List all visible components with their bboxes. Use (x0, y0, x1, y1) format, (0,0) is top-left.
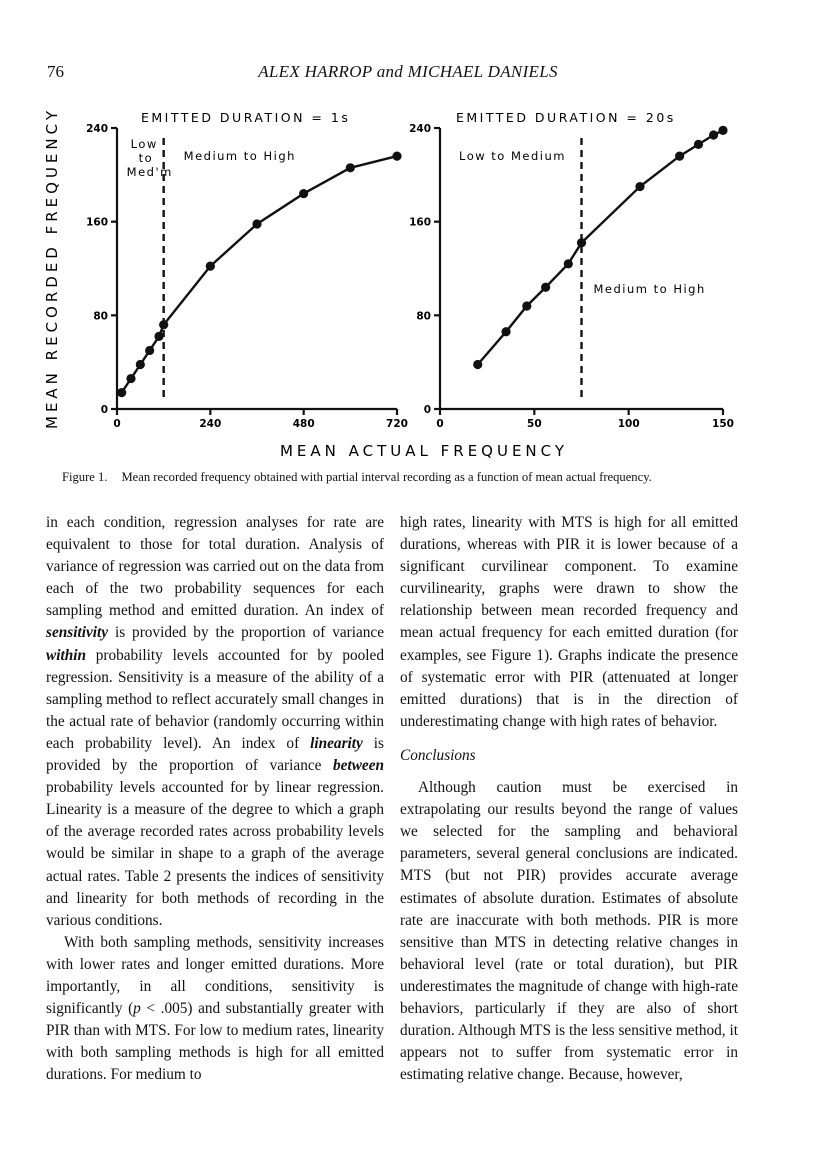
data-point (635, 182, 644, 191)
data-point (473, 360, 482, 369)
text-run: is provided by the proportion of variance (46, 734, 385, 775)
x-tick-label: 150 (712, 418, 734, 430)
italic-p: p (133, 1000, 141, 1018)
body-column-right (400, 512, 738, 1086)
term-sensitivity: sensitivity (46, 624, 109, 642)
paragraph (46, 932, 384, 1087)
region-label-low: to (138, 151, 154, 165)
data-point (136, 360, 145, 369)
data-point (501, 327, 510, 336)
data-point (117, 388, 126, 397)
region-label-low: Low to Medium (459, 149, 566, 163)
y-tick-label: 160 (409, 216, 431, 229)
figure-caption-text: Mean recorded frequency obtained with partial interval recording as a function of mean actual frequency. (121, 470, 652, 484)
body-column-left (46, 512, 384, 1086)
data-point (694, 140, 703, 149)
panel-left (86, 110, 408, 430)
x-tick-label: 240 (199, 418, 222, 430)
text-run: With both sampling methods, sensitivity increases with lower rates and longer emitted durations. More importantly, in all conditions, sensitivity is significantly ( (46, 933, 384, 1018)
y-tick-label: 0 (100, 404, 108, 416)
section-heading-conclusions: Conclusions (400, 746, 476, 764)
panel-right (409, 110, 734, 430)
y-tick-label: 80 (416, 310, 431, 323)
data-point (675, 152, 684, 161)
region-label-high: Medium to High (593, 282, 706, 296)
data-point (154, 332, 163, 341)
data-point (126, 374, 135, 383)
text-run: in each condition, regression analyses for rate are equivalent to those for total duration. Analysis of variance of regression was carried out on the data from each of the two probability sequences for each sampling method and emitted duration. An index of (46, 514, 384, 620)
y-tick-label: 160 (86, 216, 108, 229)
x-axis-label: MEAN ACTUAL FREQUENCY (279, 442, 569, 460)
region-label-low: Low (130, 137, 158, 151)
data-point (522, 301, 531, 310)
term-between: between (333, 757, 384, 775)
y-tick-label: 0 (423, 404, 431, 416)
figure-caption (62, 470, 762, 485)
x-tick-label: 0 (436, 418, 444, 430)
text-run: probability levels accounted for by linear regression. Linearity is a measure of the degree to which a graph of the average recorded rates across probability levels would be similar in shape to a graph of the average actual rates. Table 2 presents the indices of sensitivity and linearity for both methods of recording in the various conditions. (46, 779, 384, 929)
region-label-high: Medium to High (183, 149, 296, 163)
figure-1 (40, 100, 780, 465)
y-tick-label: 240 (409, 123, 431, 135)
data-point (299, 189, 308, 198)
data-point (718, 126, 727, 135)
data-point (709, 130, 718, 139)
data-point (564, 259, 573, 268)
data-point (392, 152, 401, 161)
y-axis-label: MEAN RECORDED FREQUENCY (43, 106, 61, 430)
x-tick-label: 50 (527, 418, 542, 430)
page-header (0, 62, 816, 88)
data-point (577, 238, 586, 247)
data-point (346, 163, 355, 172)
figure-1-chart (40, 100, 780, 465)
term-within: within (46, 646, 86, 664)
paragraph (46, 512, 384, 932)
chart-title: EMITTED DURATION = 1s (141, 110, 351, 125)
text-run: probability levels accounted for by pooled regression. Sensitivity is a measure of the ability of a sampling method to reflect accurately small changes in the actual rate of behavior (randomly occurring within each probability level). An index of (46, 646, 384, 752)
data-point (206, 262, 215, 271)
text-run: < .005) and substantially greater with PIR than with MTS. For low to medium rates, linearity with both sampling methods is high for all emitted durations. For medium to (46, 1000, 384, 1084)
page-number: 76 (47, 62, 64, 81)
paragraph: Although caution must be exercised in extrapolating our results beyond the range of values we selected for the sampling and behavioral parameters, several general conclusions are indicated. MTS (but not PIR) provides accurate average estimates of absolute duration. Estimates of absolute rate are inaccurate with both methods. PIR is more sensitive than MTS in detecting relative changes in behavioral level (rate or total duration), but PIR underestimates the magnitude of change with high-rate behaviors, particularly if they are also of short duration. Although MTS is the less sensitive method, it appears not to suffer from systematic error in estimating relative change. Because, however, (400, 779, 738, 1084)
y-tick-label: 80 (93, 310, 108, 323)
term-linearity: linearity (310, 734, 363, 752)
x-tick-label: 0 (113, 418, 121, 430)
chart-title: EMITTED DURATION = 20s (456, 110, 676, 125)
data-point (145, 346, 154, 355)
text-run: is provided by the proportion of variance (108, 624, 384, 642)
figure-caption-label: Figure 1. (62, 470, 108, 484)
x-tick-label: 720 (386, 418, 408, 430)
paragraph: high rates, linearity with MTS is high for all emitted durations, whereas with PIR it is lower because of a significant curvilinear component. To examine curvilinearity, graphs were drawn to show the relationship between mean recorded frequency and mean actual frequency for each emitted duration (for examples, see Figure 1). Graphs indicate the presence of systematic error with PIR (attenuated at longer emitted durations) that is in the direction of underestimating change with high rates of behavior. (400, 514, 738, 730)
data-point (252, 219, 261, 228)
series-line (478, 130, 723, 364)
region-label-low: Med'm (126, 165, 173, 179)
y-tick-label: 240 (86, 123, 108, 135)
data-point (541, 283, 550, 292)
x-tick-label: 480 (292, 418, 315, 430)
running-head: ALEX HARROP and MICHAEL DANIELS (258, 62, 558, 81)
data-point (159, 320, 168, 329)
x-tick-label: 100 (617, 418, 640, 430)
